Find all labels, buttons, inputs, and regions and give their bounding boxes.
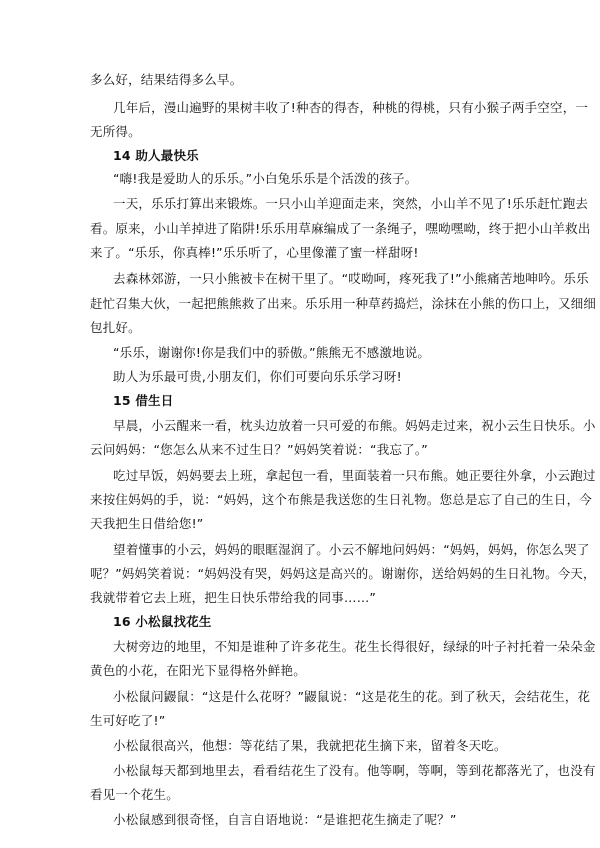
text-line: 无所得。 — [90, 124, 141, 139]
section-heading: 16 小松鼠找花生 — [113, 614, 212, 629]
text-line: 赶忙召集大伙，一起把熊熊救了出来。乐乐用一种草药捣烂，涂抹在小熊的伤口上，又细细 — [90, 296, 597, 311]
text-line: 云问妈妈：“您怎么从来不过生日？”妈妈笑着说：“我忘了。” — [90, 442, 428, 457]
text-line: 去森林郊游，一只小熊被卡在树干里了。“哎呦呵，疼死我了!”小熊痛苦地呻吟。乐乐 — [113, 271, 589, 286]
text-line: 一天，乐乐打算出来锻炼。一只小山羊迎面走来，突然，小山羊不见了!乐乐赶忙跑去 — [113, 196, 589, 211]
text-line: 黄色的小花，在阳光下显得格外鲜艳。 — [90, 663, 306, 678]
text-line: 几年后，漫山遍野的果树丰收了!种杏的得杏，种桃的得桃，只有小猴子两手空空，一 — [113, 100, 589, 115]
text-line: 包扎好。 — [90, 320, 141, 335]
text-line: 吃过早饭，妈妈要去上班，拿起包一看，里面装着一只布熊。她正要往外拿，小云跑过 — [113, 468, 596, 483]
text-line: “乐乐，谢谢你!你是我们中的骄傲。”熊熊无不感激地说。 — [113, 345, 431, 360]
text-line: 呢？”妈妈笑着说：“妈妈没有哭，妈妈这是高兴的。谢谢你，送给妈妈的生日礼物。今天， — [90, 566, 596, 581]
text-line: 小松鼠问鼹鼠：“这是什么花呀？”鼹鼠说：“这是花生的花。到了秋天，会结花生，花 — [113, 689, 591, 704]
text-line: 多么好，结果结得多么早。 — [90, 72, 243, 87]
text-line: 看见一个花生。 — [90, 787, 179, 802]
section-heading: 14 助人最快乐 — [113, 148, 199, 163]
text-line: 生可好吃了!” — [90, 713, 166, 728]
section-heading: 15 借生日 — [113, 393, 174, 408]
text-line: “嗨!我是爱助人的乐乐。”小白兔乐乐是个活泼的孩子。 — [113, 171, 418, 186]
text-line: 望着懂事的小云，妈妈的眼眶湿润了。小云不解地问妈妈：“妈妈，妈妈，你怎么哭了 — [113, 542, 590, 557]
text-line: 来了。“乐乐，你真棒!”乐乐听了，心里像灌了蜜一样甜呀! — [90, 245, 419, 260]
text-line: 来按住妈妈的手，说：“妈妈，这个布熊是我送您的生日礼物。您总是忘了自己的生日，今 — [90, 492, 592, 507]
text-line: 早晨，小云醒来一看，枕头边放着一只可爱的布熊。妈妈走过来，祝小云生日快乐。小 — [113, 418, 596, 433]
text-line: 小松鼠很高兴，他想：等花结了果，我就把花生摘下来，留着冬天吃。 — [113, 738, 507, 753]
text-line: 看。原来，小山羊掉进了陷阱!乐乐用草麻编成了一条绳子，嘿呦嘿呦，终于把小山羊救出 — [90, 221, 591, 236]
text-line: 天我把生日借给您!” — [90, 516, 204, 531]
text-line: 助人为乐最可贵,小朋友们，你们可要向乐乐学习呀! — [113, 369, 402, 384]
text-line: 小松鼠每天都到地里去，看看结花生了没有。他等啊，等啊，等到花都落光了，也没有 — [113, 763, 596, 778]
text-line: 小松鼠感到很奇怪，自言自语地说：“是谁把花生摘走了呢？” — [113, 812, 457, 827]
text-line: 我就带着它去上班，把生日快乐带给我的同事……” — [90, 590, 377, 605]
text-line: 大树旁边的地里，不知是谁种了许多花生。花生长得很好，绿绿的叶子衬托着一朵朵金 — [113, 639, 596, 654]
